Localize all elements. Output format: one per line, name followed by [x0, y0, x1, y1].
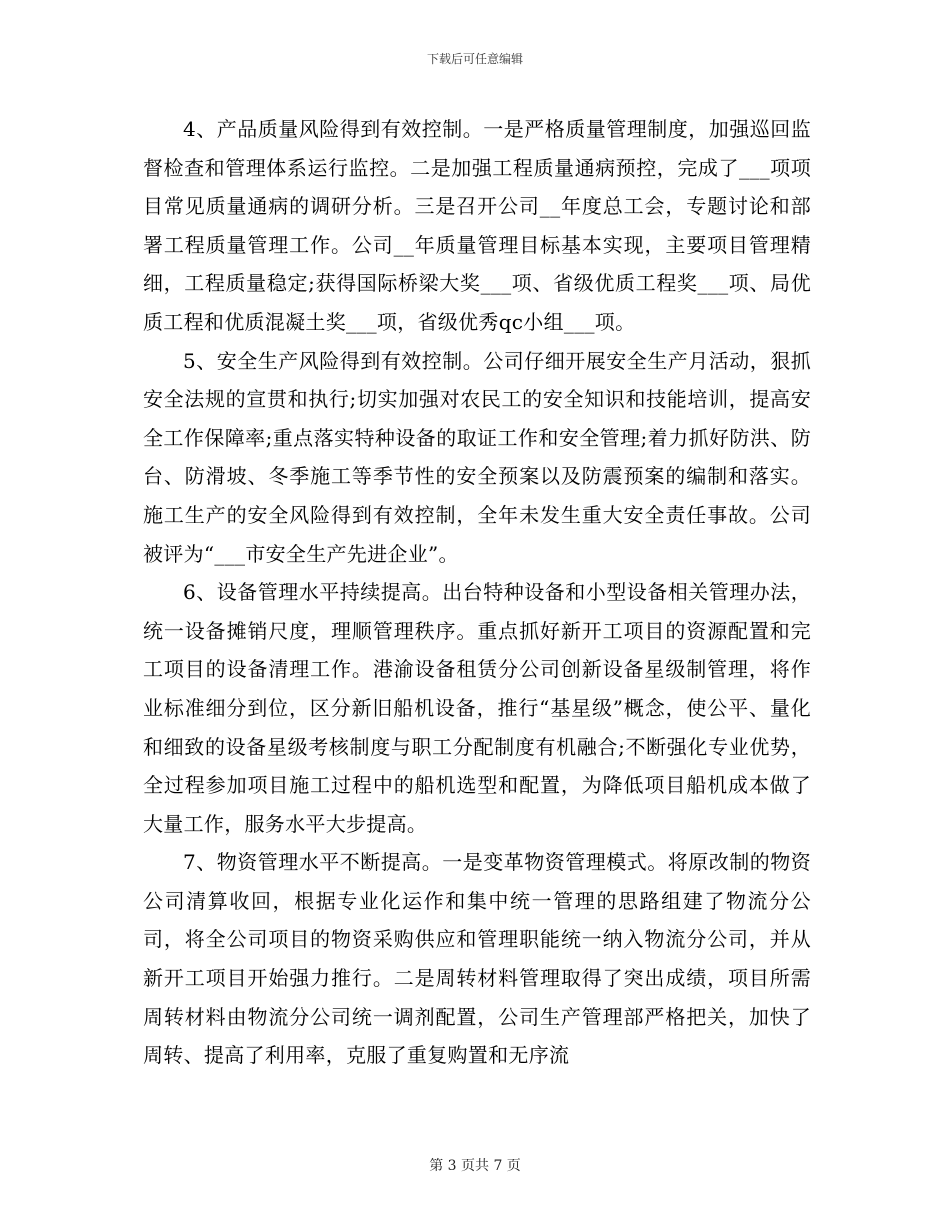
paragraph-equipment-management: 6、设备管理水平持续提高。出台特种设备和小型设备相关管理办法，统一设备摊销尺度，理顺管理秩序。重点抓好新开工项目的资源配置和完工项目的设备清理工作。港渝设备租赁分公司创新设备星级制管理，将作业标准细分到位，区分新旧船机设备，推行“基星级”概念，使公平、量化和细致的设备星级考核制度与职工分配制度有机融合;不断强化专业优势，全过程参加项目施工过程中的船机选型和配置，为降低项目船机成本做了大量工作，服务水平大步提高。 — [143, 580, 811, 836]
page-number: 第 3 页共 7 页 — [429, 1158, 521, 1174]
paragraph-materials-management: 7、物资管理水平不断提高。一是变革物资管理模式。将原改制的物资公司清算收回，根据专业化运作和集中统一管理的思路组建了物流分公司，将全公司项目的物资采购供应和管理职能统一纳入物流分公司，并从新开工项目开始强力推行。二是周转材料管理取得了突出成绩，项目所需周转材料由物流分公司统一调剂配置，公司生产管理部严格把关，加快了周转、提高了利用率，克服了重复购置和无序流 — [143, 850, 811, 1068]
page-header: 下载后可任意编辑 — [426, 52, 523, 66]
paragraph-safety-risk: 5、安全生产风险得到有效控制。公司仔细开展安全生产月活动，狠抓安全法规的宣贯和执行;切实加强对农民工的安全知识和技能培训，提高安全工作保障率;重点落实特种设备的取证工作和安全管理;着力抓好防洪、防台、防滑坡、冬季施工等季节性的安全预案以及防震预案的编制和落实。施工生产的安全风险得到有效控制，全年未发生重大安全责任事故。公司被评为“___市安全生产先进企业”。 — [143, 348, 811, 566]
paragraph-quality-risk: 4、产品质量风险得到有效控制。一是严格质量管理制度，加强巡回监督检查和管理体系运行监控。二是加强工程质量通病预控，完成了___项项目常见质量通病的调研分析。三是召开公司__年度总工会，专题讨论和部署工程质量管理工作。公司__年质量管理目标基本实现，主要项目管理精细，工程质量稳定;获得国际桥梁大奖___项、省级优质工程奖___项、局优质工程和优质混凝土奖___项，省级优秀qc小组___项。 — [143, 117, 811, 334]
document-body — [143, 110, 811, 1075]
